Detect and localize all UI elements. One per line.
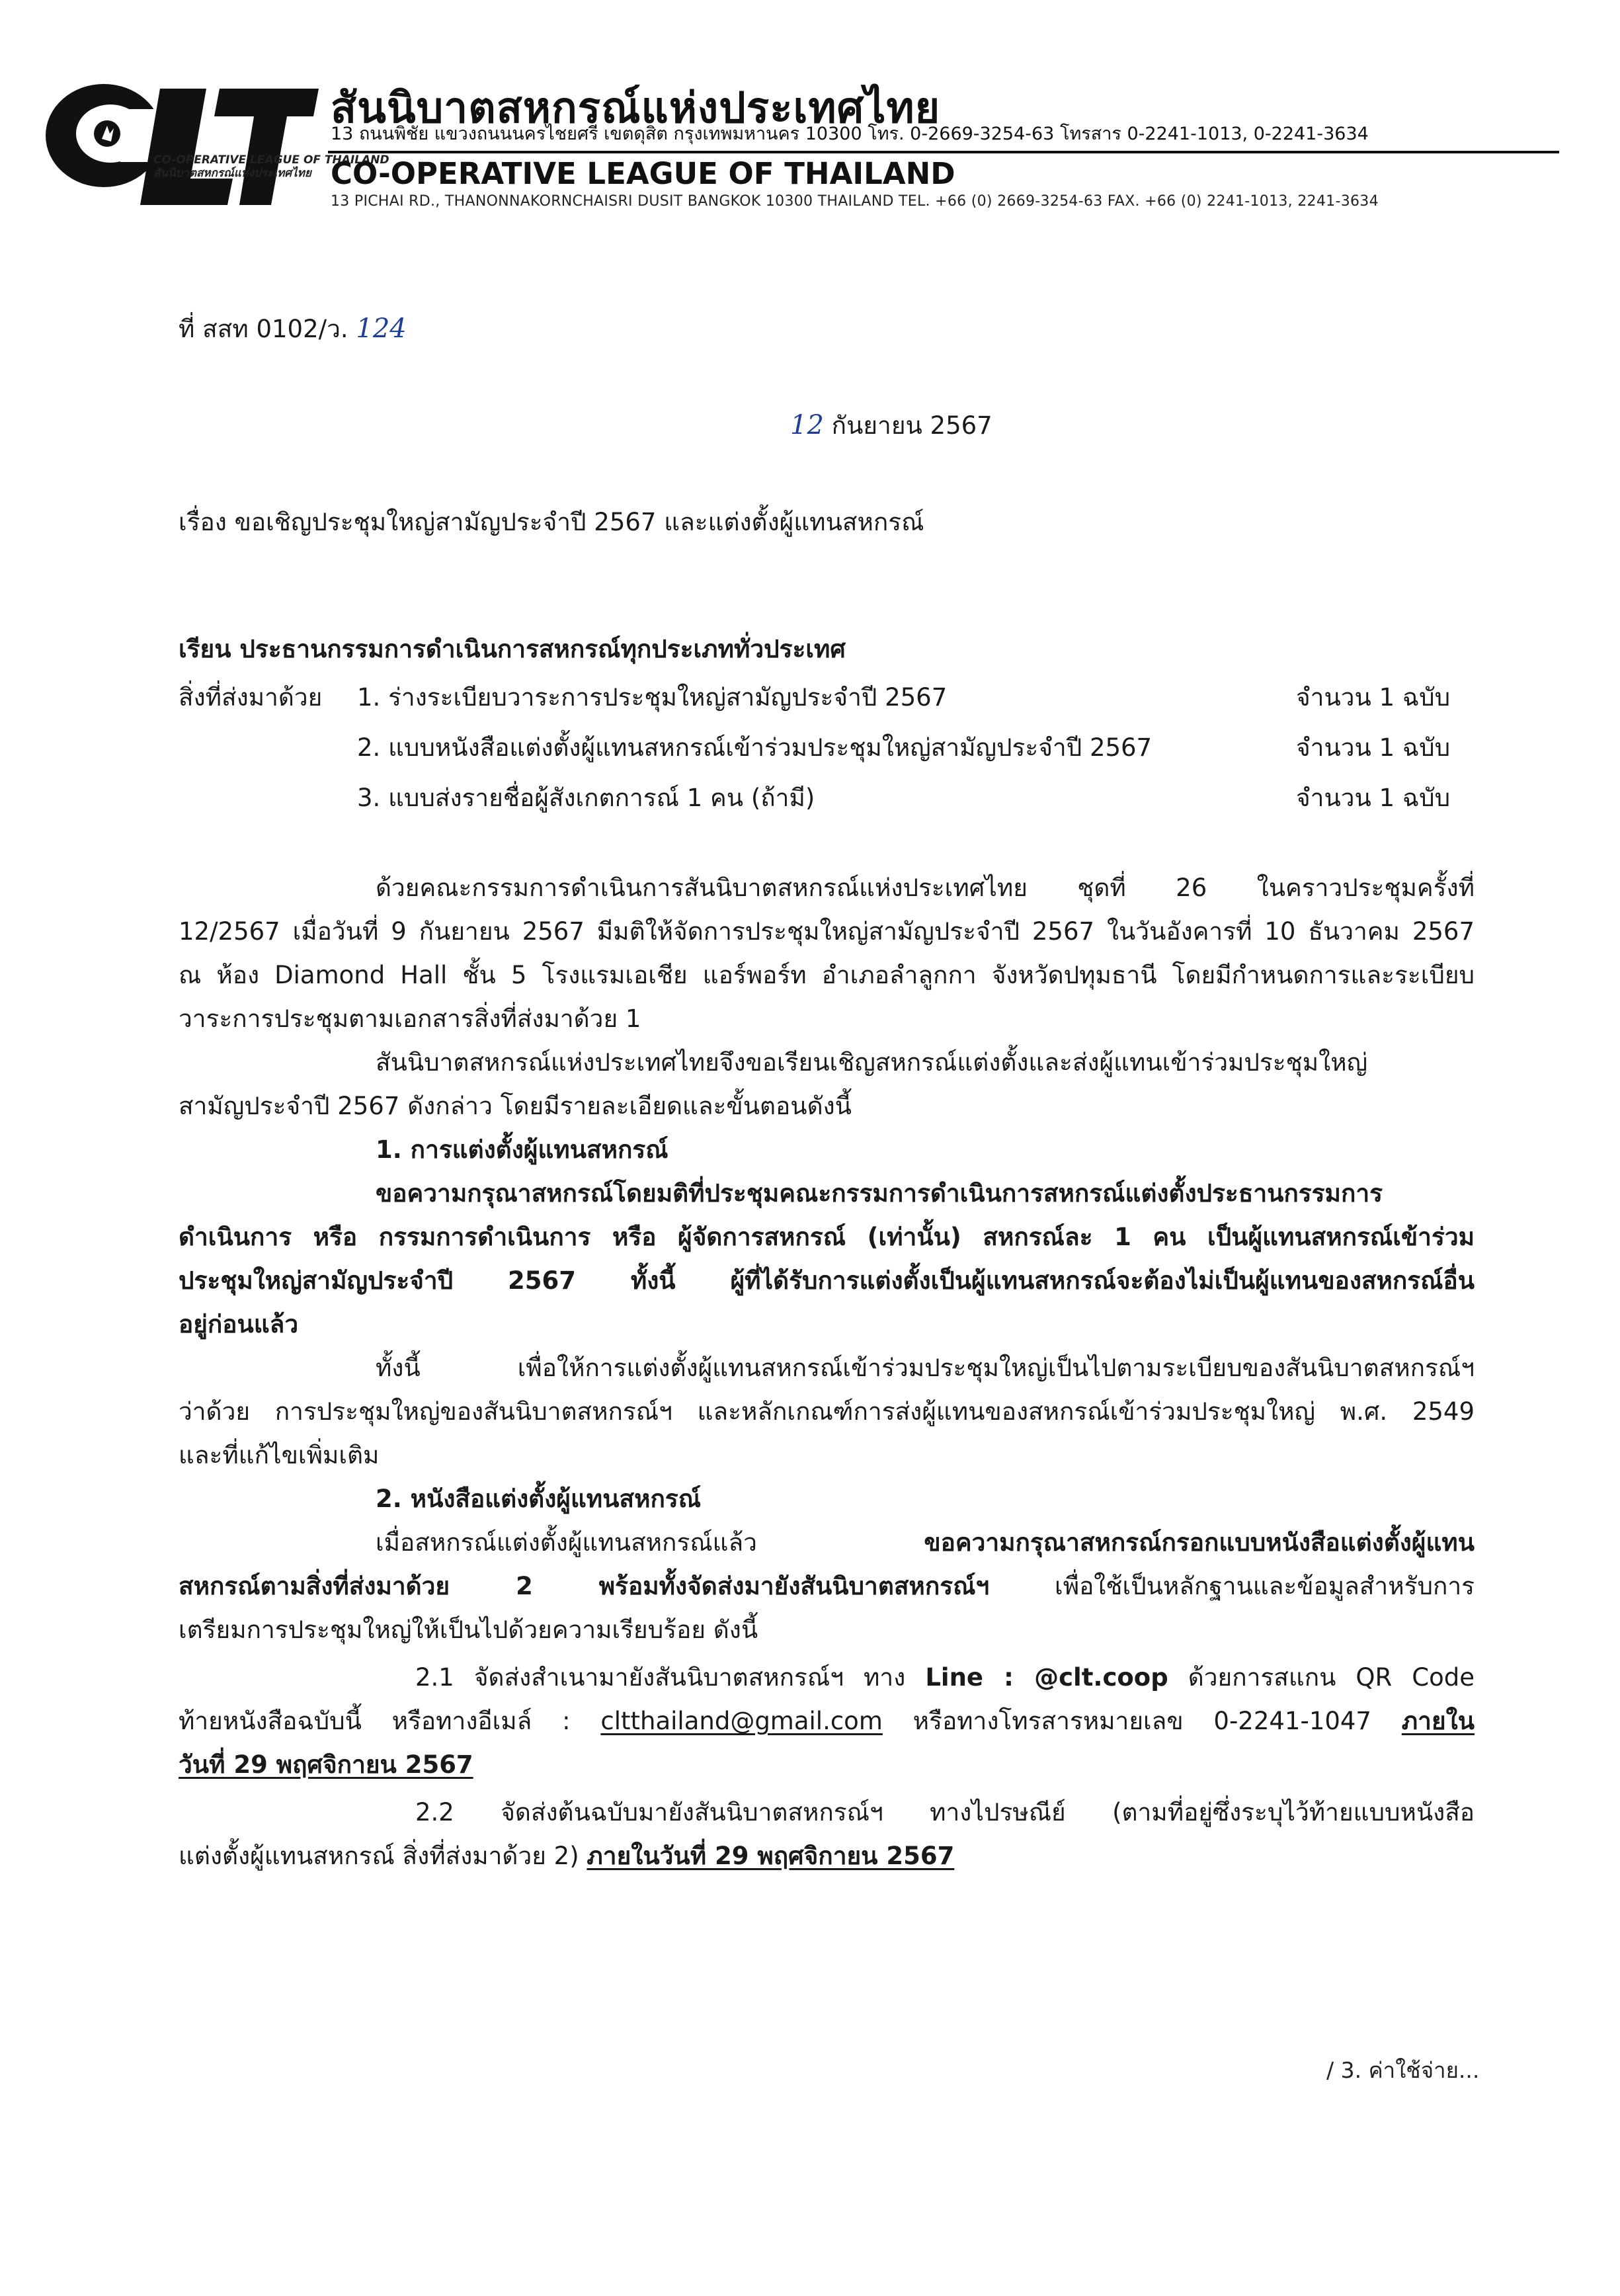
section-2-line-1 <box>376 1521 1475 1565</box>
section-2-heading: 2. หนังสือแต่งตั้งผู้แทนสหกรณ์ <box>376 1485 702 1513</box>
section-2-line-2-bold: สหกรณ์ตามสิ่งที่ส่งมาด้วย 2 พร้อมทั้งจัดส่งมายังสันนิบาตสหกรณ์ฯ <box>179 1572 990 1600</box>
org-english-address: 13 PICHAI RD., THANONNAKORNCHAISRI DUSIT BANGKOK 10300 THAILAND TEL. +66 (0) 2669-3254-63 FAX. +66 (0) 2241-1013, 2241-3634 <box>331 193 1379 210</box>
enclosure-item-2: 2. แบบหนังสือแต่งตั้งผู้แทนสหกรณ์เข้าร่วมประชุมใหญ่สามัญประจำปี 2567 <box>357 733 1153 762</box>
item-2-1-text-email-label: ท้ายหนังสือฉบับนี้ หรือทางอีเมล์ : <box>179 1707 601 1735</box>
item-2-1-line-1 <box>415 1656 1475 1700</box>
enclosure-copies-2: จำนวน 1 ฉบับ <box>1296 733 1451 762</box>
paragraph-4-line-1: ทั้งนี้ เพื่อให้การแต่งตั้งผู้แทนสหกรณ์เข้าร่วมประชุมใหญ่เป็นไปตามระเบียบของสันนิบาตสหกรณ์ฯ <box>376 1354 1475 1382</box>
enclosure-copies-3: จำนวน 1 ฉบับ <box>1296 784 1451 812</box>
enclosure-item-3: 3. แบบส่งรายชื่อผู้สังเกตการณ์ 1 คน (ถ้ามี) <box>357 784 815 812</box>
org-english-name: CO-OPERATIVE LEAGUE OF THAILAND <box>331 156 955 191</box>
reference-handwritten-number: 124 <box>356 313 407 344</box>
item-2-2-line-2 <box>179 1834 1475 1878</box>
org-thai-address: 13 ถนนพิชัย แขวงถนนนครไชยศรี เขตดุสิต กรุงเทพมหานคร 10300 โทร. 0-2669-3254-63 โทรสาร 0-2241-1013, 0-2241-3634 <box>331 124 1369 144</box>
item-2-1-deadline: วันที่ 29 พฤศจิกายน 2567 <box>179 1750 473 1779</box>
logo-tagline-en: CO-OPERATIVE LEAGUE OF THAILAND <box>153 153 389 167</box>
paragraph-1-line-1: ด้วยคณะกรรมการดำเนินการสันนิบาตสหกรณ์แห่งประเทศไทย ชุดที่ 26 ในคราวประชุมครั้งที่ <box>376 874 1475 902</box>
item-2-1-line-2 <box>179 1700 1475 1743</box>
org-thai-name: สันนิบาตสหกรณ์แห่งประเทศไทย <box>331 84 941 133</box>
item-2-2-line-1: 2.2 จัดส่งต้นฉบับมายังสันนิบาตสหกรณ์ฯ ทางไปรษณีย์ (ตามที่อยู่ซึ่งระบุไว้ท้ายแบบหนังสือ <box>415 1798 1475 1826</box>
logo-tagline-th: สันนิบาตสหกรณ์แห่งประเทศไทย <box>153 167 311 180</box>
salutation-line: เรียน ประธานกรรมการดำเนินการสหกรณ์ทุกประเภททั่วประเทศ <box>179 635 846 663</box>
letterhead-divider <box>328 151 1559 153</box>
item-2-1-fax: หรือทางโทรสารหมายเลข 0-2241-1047 <box>882 1707 1402 1735</box>
letter-date <box>790 407 992 444</box>
enclosure-item-1: 1. ร่างระเบียบวาระการประชุมใหญ่สามัญประจำปี 2567 <box>357 683 948 712</box>
clt-logo-mark-icon <box>41 73 319 205</box>
reference-number <box>179 311 407 347</box>
paragraph-2-line-2: สามัญประจำปี 2567 ดังกล่าว โดยมีรายละเอียดและขั้นตอนดังนี้ <box>179 1092 852 1120</box>
page-continuation: / 3. ค่าใช้จ่าย... <box>1326 2057 1480 2083</box>
enclosures-label: สิ่งที่ส่งมาด้วย <box>179 683 323 712</box>
paragraph-1-line-4: วาระการประชุมตามเอกสารสิ่งที่ส่งมาด้วย 1 <box>179 1004 641 1033</box>
section-1-line-4: อยู่ก่อนแล้ว <box>179 1310 299 1338</box>
date-month-year: กันยายน 2567 <box>831 411 992 440</box>
item-2-2-deadline: ภายในวันที่ 29 พฤศจิกายน 2567 <box>587 1842 955 1870</box>
section-2-line-2-text: เพื่อใช้เป็นหลักฐานและข้อมูลสำหรับการ <box>989 1572 1475 1600</box>
section-2-line-1-text: เมื่อสหกรณ์แต่งตั้งผู้แทนสหกรณ์แล้ว <box>376 1528 924 1557</box>
deadline-prefix: ภายใน <box>1401 1707 1475 1735</box>
section-2-line-1-bold: ขอความกรุณาสหกรณ์กรอกแบบหนังสือแต่งตั้งผู้แทน <box>924 1528 1475 1557</box>
line-contact: Line : @clt.coop <box>925 1663 1168 1692</box>
paragraph-1-line-3: ณ ห้อง Diamond Hall ชั้น 5 โรงแรมเอเชีย แอร์พอร์ท อำเภอลำลูกกา จังหวัดปทุมธานี โดยมีกำหนดการและระเบียบ <box>179 961 1475 989</box>
clt-logo <box>41 73 319 205</box>
section-1-line-2: ดำเนินการ หรือ กรรมการดำเนินการ หรือ ผู้จัดการสหกรณ์ (เท่านั้น) สหกรณ์ละ 1 คน เป็นผู้แทนสหกรณ์เข้าร่วม <box>179 1223 1475 1251</box>
reference-prefix: ที่ สสท 0102/ว. <box>179 315 348 343</box>
email-link[interactable]: cltthailand@gmail.com <box>600 1707 883 1735</box>
subject-line: เรื่อง ขอเชิญประชุมใหญ่สามัญประจำปี 2567 และแต่งตั้งผู้แทนสหกรณ์ <box>179 508 924 536</box>
section-1-line-1: ขอความกรุณาสหกรณ์โดยมติที่ประชุมคณะกรรมการดำเนินการสหกรณ์แต่งตั้งประธานกรรมการ <box>376 1179 1383 1208</box>
section-2-line-2 <box>179 1565 1475 1608</box>
item-2-1-text-c: ด้วยการสแกน QR Code <box>1168 1663 1475 1692</box>
section-2-line-3: เตรียมการประชุมใหญ่ให้เป็นไปด้วยความเรียบร้อย ดังนี้ <box>179 1616 758 1644</box>
paragraph-4-line-2: ว่าด้วย การประชุมใหญ่ของสันนิบาตสหกรณ์ฯ และหลักเกณฑ์การส่งผู้แทนของสหกรณ์เข้าร่วมประชุมใหญ่ พ.ศ. 2549 <box>179 1397 1475 1426</box>
item-2-1-text-a: 2.1 จัดส่งสำเนามายังสันนิบาตสหกรณ์ฯ ทาง <box>415 1663 926 1692</box>
paragraph-4-line-3: และที่แก้ไขเพิ่มเติม <box>179 1441 380 1469</box>
date-handwritten-day: 12 <box>790 410 824 440</box>
section-1-line-3: ประชุมใหญ่สามัญประจำปี 2567 ทั้งนี้ ผู้ที่ได้รับการแต่งตั้งเป็นผู้แทนสหกรณ์จะต้องไม่เป็นผู้แทนของสหกรณ์อื่น <box>179 1266 1475 1295</box>
paragraph-1-line-2: 12/2567 เมื่อวันที่ 9 กันยายน 2567 มีมติให้จัดการประชุมใหญ่สามัญประจำปี 2567 ในวันอังคารที่ 10 ธันวาคม 2567 <box>179 917 1475 946</box>
item-2-2-text: แต่งตั้งผู้แทนสหกรณ์ สิ่งที่ส่งมาด้วย 2) <box>179 1842 587 1870</box>
enclosure-copies-1: จำนวน 1 ฉบับ <box>1296 683 1451 712</box>
section-1-heading: 1. การแต่งตั้งผู้แทนสหกรณ์ <box>376 1135 668 1164</box>
paragraph-2-line-1: สันนิบาตสหกรณ์แห่งประเทศไทยจึงขอเรียนเชิญสหกรณ์แต่งตั้งและส่งผู้แทนเข้าร่วมประชุมใหญ่ <box>376 1048 1368 1077</box>
